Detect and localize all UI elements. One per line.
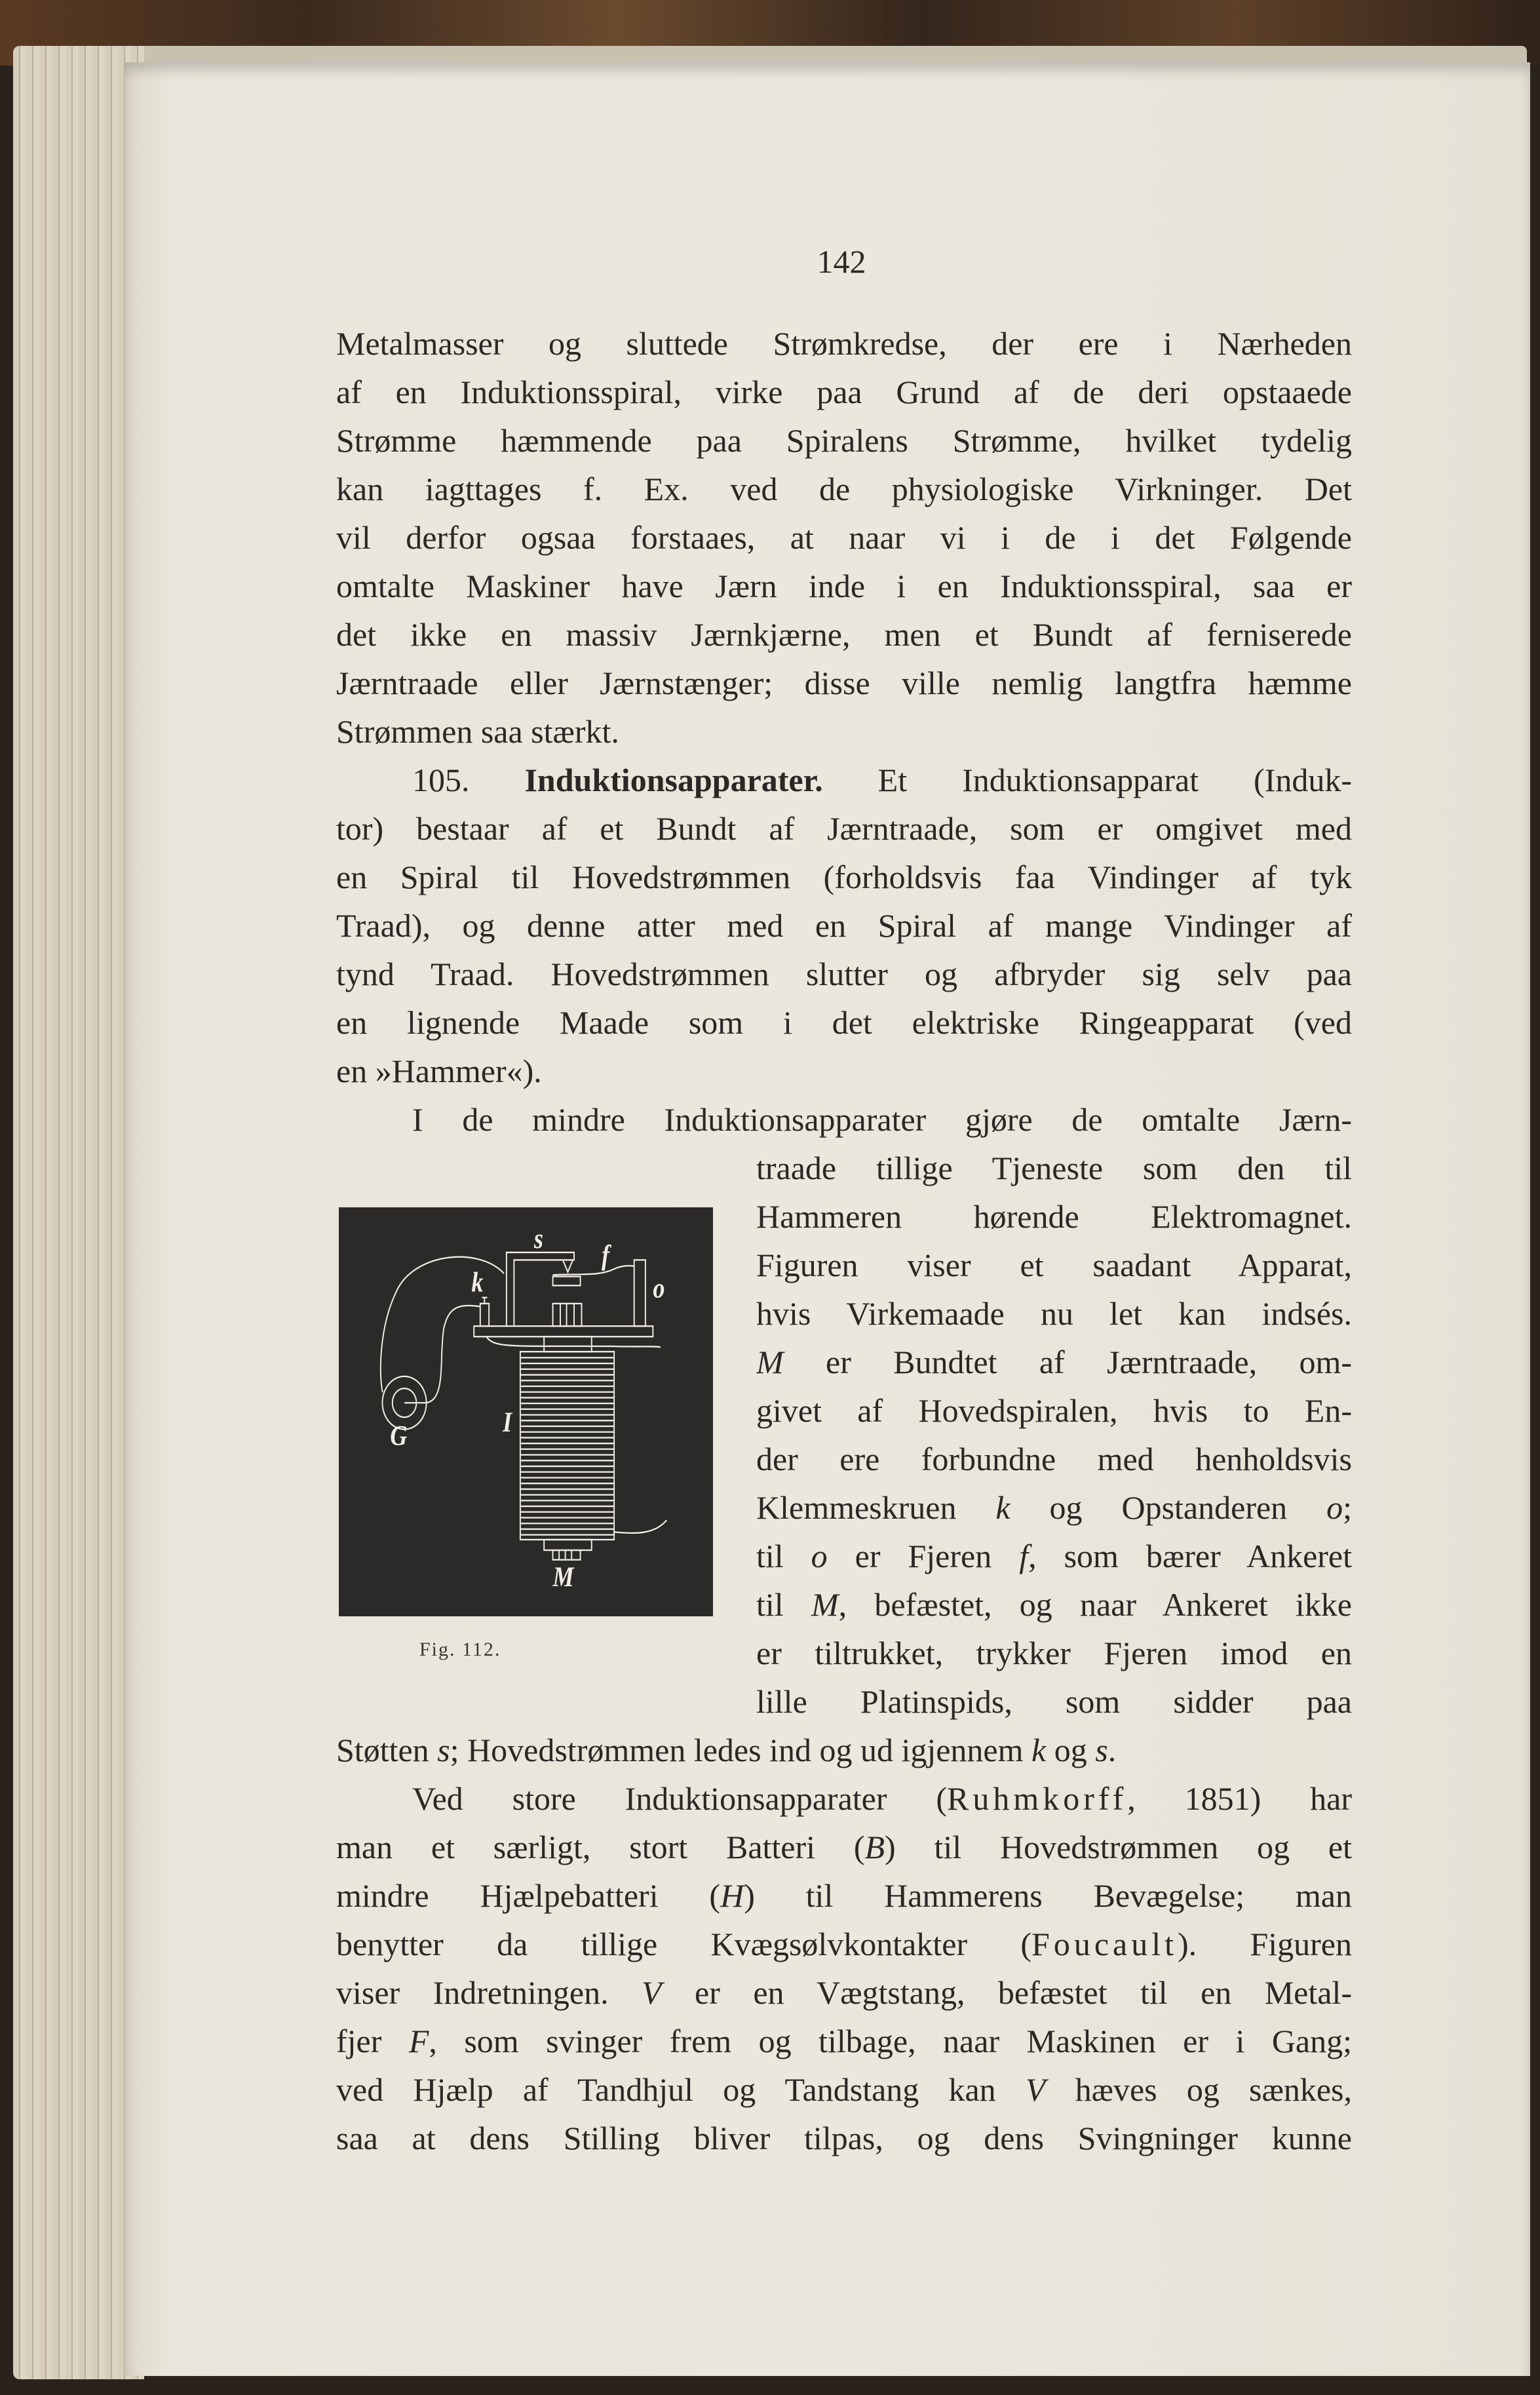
text-line [412, 1774, 1352, 1823]
text-line [756, 1532, 1352, 1580]
text-line [336, 1726, 1352, 1774]
text-line [756, 1629, 1352, 1677]
text-span: ; [1343, 1489, 1352, 1526]
post-o [634, 1260, 645, 1326]
text-line [336, 1871, 1352, 1920]
page-number: 142 [817, 243, 866, 280]
coil-bottom [544, 1540, 592, 1550]
text-line [412, 1095, 1352, 1144]
italic-symbol: f [1019, 1538, 1029, 1574]
italic-symbol: s [437, 1732, 450, 1768]
text-span: og Opstanderen [1010, 1489, 1327, 1526]
text-span: ; Hovedstrømmen ledes ind og ud igjennem [450, 1732, 1032, 1768]
text-span: ). Figuren [1178, 1926, 1352, 1962]
text-line [756, 1386, 1352, 1435]
text-span: hæves og sænkes, [1045, 2071, 1352, 2108]
text-span: en Spiral til Hovedstrømmen (forholdsvis faa Vindinger af tyk [336, 859, 1352, 895]
section-heading: Induktionsapparater. [524, 762, 823, 798]
text-span: Figuren viser et saadant Apparat, [756, 1247, 1352, 1283]
label-g: G [390, 1419, 408, 1452]
text-line [336, 901, 1352, 950]
text-span: Hammeren hørende Elektromagnet. [756, 1198, 1352, 1235]
text-line [336, 998, 1352, 1047]
text-span: til [756, 1538, 811, 1574]
text-span: Jærntraade eller Jærnstænger; disse ville nemlig langtfra hæmme [336, 665, 1352, 701]
text-span: Klemmeskruen [756, 1489, 996, 1526]
coil-neck [544, 1336, 592, 1352]
text-span: 105. [412, 762, 525, 798]
text-span: Metalmasser og sluttede Strømkredse, der ere i Nærheden [336, 325, 1352, 362]
text-span: en lignende Maade som i det elektriske Ringeapparat (ved [336, 1004, 1352, 1041]
italic-symbol: M [811, 1586, 839, 1623]
text-span: viser Indretningen. [336, 1974, 642, 2011]
text-line [336, 319, 1352, 368]
induction-apparatus-drawing [339, 1207, 713, 1616]
text-line [336, 368, 1352, 416]
base-plate [474, 1326, 653, 1336]
text-span: er en Vægtstang, befæstet til en Metal- [661, 1974, 1352, 2011]
text-span: tor) bestaar af et Bundt af Jærntraade, som er omgivet med [336, 810, 1352, 847]
figure-caption: Fig. 112. [419, 1639, 501, 1660]
text-line [336, 2017, 1352, 2065]
text-span: Traad), og denne atter med en Spiral af mange Vindinger af [336, 907, 1352, 944]
italic-symbol: F [408, 2023, 429, 2059]
text-span: Strømme hæmmende paa Spiralens Strømme, hvilket tydelig [336, 422, 1352, 459]
text-span: benytter da tillige Kvægsølvkontakter ( [336, 1926, 1032, 1962]
spring-f [553, 1266, 634, 1275]
text-span: man et særligt, stort Batteri ( [336, 1829, 865, 1865]
text-line [412, 756, 1352, 804]
text-span: ved Hjælp af Tandhjul og Tandstang kan [336, 2071, 1026, 2108]
text-span: Strømmen saa stærkt. [336, 713, 619, 750]
italic-symbol: k [995, 1489, 1011, 1526]
text-line [336, 1047, 1352, 1095]
italic-symbol: o [1326, 1489, 1343, 1526]
text-span: vil derfor ogsaa forstaaes, at naar vi i de i det Følgende [336, 519, 1352, 556]
text-span: Et Induktionsapparat (Induk- [822, 762, 1352, 798]
text-span: det ikke en massiv Jærnkjærne, men et Bundt af ferniserede [336, 616, 1352, 653]
italic-symbol: s [1095, 1732, 1108, 1768]
text-line [756, 1435, 1352, 1483]
text-line [336, 610, 1352, 659]
text-span: Støtten [336, 1732, 438, 1768]
figure-induction-apparatus [339, 1207, 713, 1616]
text-span: er Fjeren [827, 1538, 1020, 1574]
anchor [553, 1277, 581, 1286]
label-k: k [471, 1266, 484, 1298]
platinum-tip [563, 1260, 573, 1272]
text-span: en »Hammer«). [336, 1053, 542, 1089]
text-line [336, 950, 1352, 998]
wire-upper [381, 1257, 504, 1393]
text-span: Ruhmkorff [947, 1780, 1128, 1817]
italic-symbol: B [864, 1829, 885, 1865]
text-line [756, 1338, 1352, 1386]
text-line [756, 1192, 1352, 1241]
text-line [756, 1580, 1352, 1629]
text-span: mindre Hjælpebatteri ( [336, 1877, 721, 1914]
text-line [336, 562, 1352, 610]
text-span: er Bundtet af Jærntraade, om- [783, 1344, 1352, 1380]
text-line [756, 1144, 1352, 1192]
text-line [336, 416, 1352, 465]
text-line [336, 707, 1352, 756]
italic-symbol: H [720, 1877, 744, 1914]
text-span: , 1851) har [1127, 1780, 1352, 1817]
label-s: s [533, 1222, 544, 1255]
text-line [336, 1920, 1352, 1968]
text-span: ) til Hammerens Bevægelse; man [744, 1877, 1352, 1914]
text-span: tynd Traad. Hovedstrømmen slutter og afbryder sig selv paa [336, 956, 1352, 992]
text-line [336, 2065, 1352, 2114]
label-m: M [552, 1560, 574, 1593]
label-i: I [503, 1405, 512, 1438]
text-span: kan iagttages f. Ex. ved de physiologiske Virkninger. Det [336, 471, 1352, 507]
label-o: o [653, 1272, 665, 1304]
coil-windings [520, 1357, 614, 1534]
text-span: Ved store Induktionsapparater ( [412, 1780, 947, 1817]
wire-lower [404, 1306, 480, 1403]
text-line [756, 1289, 1352, 1338]
text-span: , som bærer Ankeret [1028, 1538, 1352, 1574]
text-span: lille Platinspids, som sidder paa [756, 1683, 1352, 1720]
text-line [336, 2114, 1352, 2162]
wire-secondary [614, 1520, 666, 1533]
text-line [336, 1823, 1352, 1871]
text-span: . [1107, 1732, 1117, 1768]
text-line [336, 804, 1352, 853]
text-line [336, 853, 1352, 901]
core-end-m [553, 1550, 581, 1560]
screw-k [480, 1304, 489, 1326]
italic-symbol: k [1031, 1732, 1047, 1768]
text-span: ) til Hovedstrømmen og et [885, 1829, 1352, 1865]
text-span: til [756, 1586, 811, 1623]
text-line [756, 1483, 1352, 1532]
italic-symbol: M [756, 1344, 784, 1380]
text-span: og [1046, 1732, 1096, 1768]
text-span: , som svinger frem og tilbage, naar Maskinen er i Gang; [429, 2023, 1352, 2059]
text-span: er tiltrukket, trykker Fjeren imod en [756, 1635, 1352, 1671]
text-span: givet af Hovedspiralen, hvis to En- [756, 1392, 1352, 1429]
text-line [756, 1677, 1352, 1726]
text-line [336, 1968, 1352, 2017]
label-f: f [602, 1239, 610, 1271]
text-span: fjer [336, 2023, 409, 2059]
text-span: traade tillige Tjeneste som den til [756, 1150, 1352, 1186]
wire-base [486, 1336, 660, 1347]
italic-symbol: V [642, 1974, 662, 2011]
text-span: omtalte Maskiner have Jærn inde i en Induktionsspiral, saa er [336, 568, 1352, 604]
text-span: af en Induktionsspiral, virke paa Grund af de deri opstaaede [336, 374, 1352, 410]
text-line [336, 659, 1352, 707]
text-line [336, 465, 1352, 513]
text-span: I de mindre Induktionsapparater gjøre de omtalte Jærn- [412, 1101, 1352, 1138]
text-line [756, 1241, 1352, 1289]
text-span: saa at dens Stilling bliver tilpas, og dens Svingninger kunne [336, 2120, 1352, 2156]
text-span: hvis Virkemaade nu let kan indsés. [756, 1295, 1352, 1332]
text-line [336, 513, 1352, 562]
italic-symbol: V [1025, 2071, 1046, 2108]
text-span: Foucault [1031, 1926, 1178, 1962]
text-span: , befæstet, og naar Ankeret ikke [838, 1586, 1352, 1623]
text-span: der ere forbundne med henholdsvis [756, 1441, 1352, 1477]
italic-symbol: o [811, 1538, 828, 1574]
